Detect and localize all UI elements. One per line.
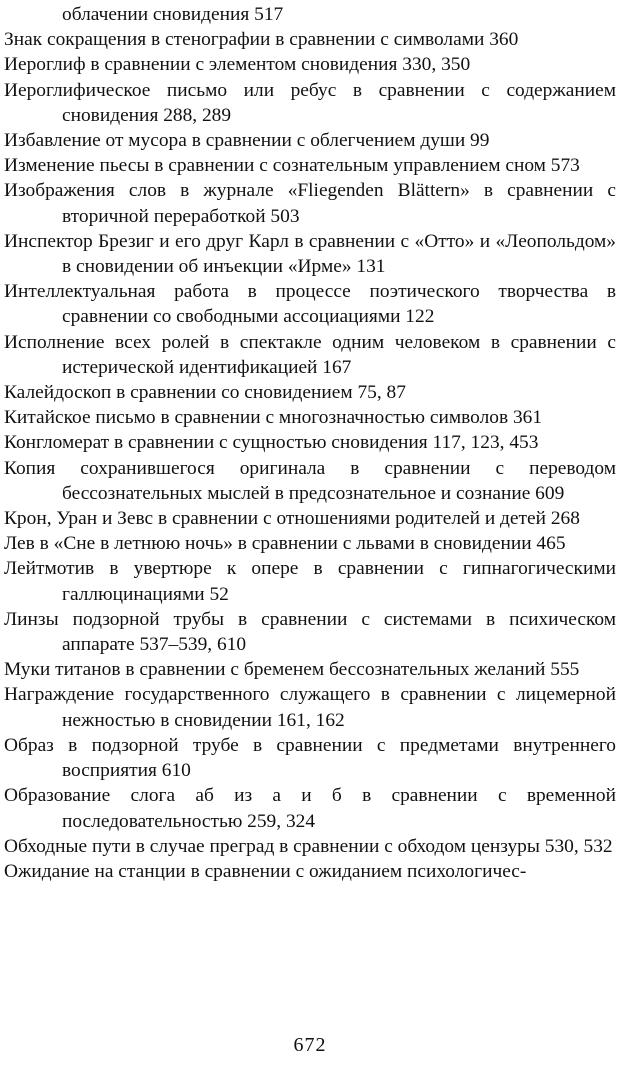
index-entry: Лейтмотив в увертюре к опере в сравнении с гипнагогическими галлюцинациями 52 xyxy=(4,558,616,605)
index-entry: Интеллектуальная работа в процессе поэтического творчества в сравнении со свободными ассоциациями 122 xyxy=(4,281,616,328)
index-entry: Крон, Уран и Зевс в сравнении с отношениями родителей и детей 268 xyxy=(4,508,580,530)
index-entry: Муки титанов в сравнении с бременем бессознательных желаний 555 xyxy=(4,659,580,681)
index-entry: Избавление от мусора в сравнении с облегчением души 99 xyxy=(4,130,490,152)
index-entry: Изменение пьесы в сравнении с сознательным управлением сном 573 xyxy=(4,155,580,177)
index-entry: Ожидание на станции в сравнении с ожиданием психологичес- xyxy=(4,860,527,882)
page-number: 672 xyxy=(293,1034,327,1056)
index-entry: Инспектор Брезиг и его друг Карл в сравнении с «Отто» и «Леопольдом» в сновидении об инъекции «Ирме» 131 xyxy=(4,230,616,278)
index-entry: Иероглиф в сравнении с элементом сновидения 330, 350 xyxy=(4,54,471,76)
index-entry: Изображения слов в журнале «Fliegenden Blättern» в сравнении с вторичной переработкой 503 xyxy=(4,180,616,227)
index-entry: Калейдоскоп в сравнении со сновидением 75, 87 xyxy=(4,382,406,404)
index-entry: Награждение государственного служащего в сравнении с лицемерной нежностью в сновидении 161, 162 xyxy=(4,684,616,731)
index-entry: Образ в подзорной трубе в сравнении с предметами внутреннего восприятия 610 xyxy=(4,734,616,782)
index-entry: Исполнение всех ролей в спектакле одним человеком в сравнении с истерической идентификацией 167 xyxy=(4,331,616,378)
index-entry: Копия сохранившегося оригинала в сравнении с переводом бессознательных мыслей в предсознательное и сознание 609 xyxy=(4,457,616,504)
index-entry: Образование слога аб из а и б в сравнении с временной последовательностью 259, 324 xyxy=(4,785,616,832)
index-entry: Китайское письмо в сравнении с многозначностью символов 361 xyxy=(4,407,543,429)
index-entry: Знак сокращения в стенографии в сравнении с символами 360 xyxy=(4,29,519,51)
index-entry: облачении сновидения 517 xyxy=(62,4,284,25)
index-entry: Лев в «Сне в летнюю ночь» в сравнении с львами в сновидении 465 xyxy=(4,533,566,555)
index-entry: Линзы подзорной трубы в сравнении с системами в психическом аппарате 537–539, 610 xyxy=(4,608,616,656)
index-entry: Обходные пути в случае преград в сравнении с обходом цензуры 530, 532 xyxy=(4,835,613,857)
index-entry: Конгломерат в сравнении с сущностью сновидения 117, 123, 453 xyxy=(4,432,539,454)
index-entry: Иероглифическое письмо или ребус в сравнении с содержанием сновидения 288, 289 xyxy=(4,79,616,126)
index-entries xyxy=(4,2,616,884)
